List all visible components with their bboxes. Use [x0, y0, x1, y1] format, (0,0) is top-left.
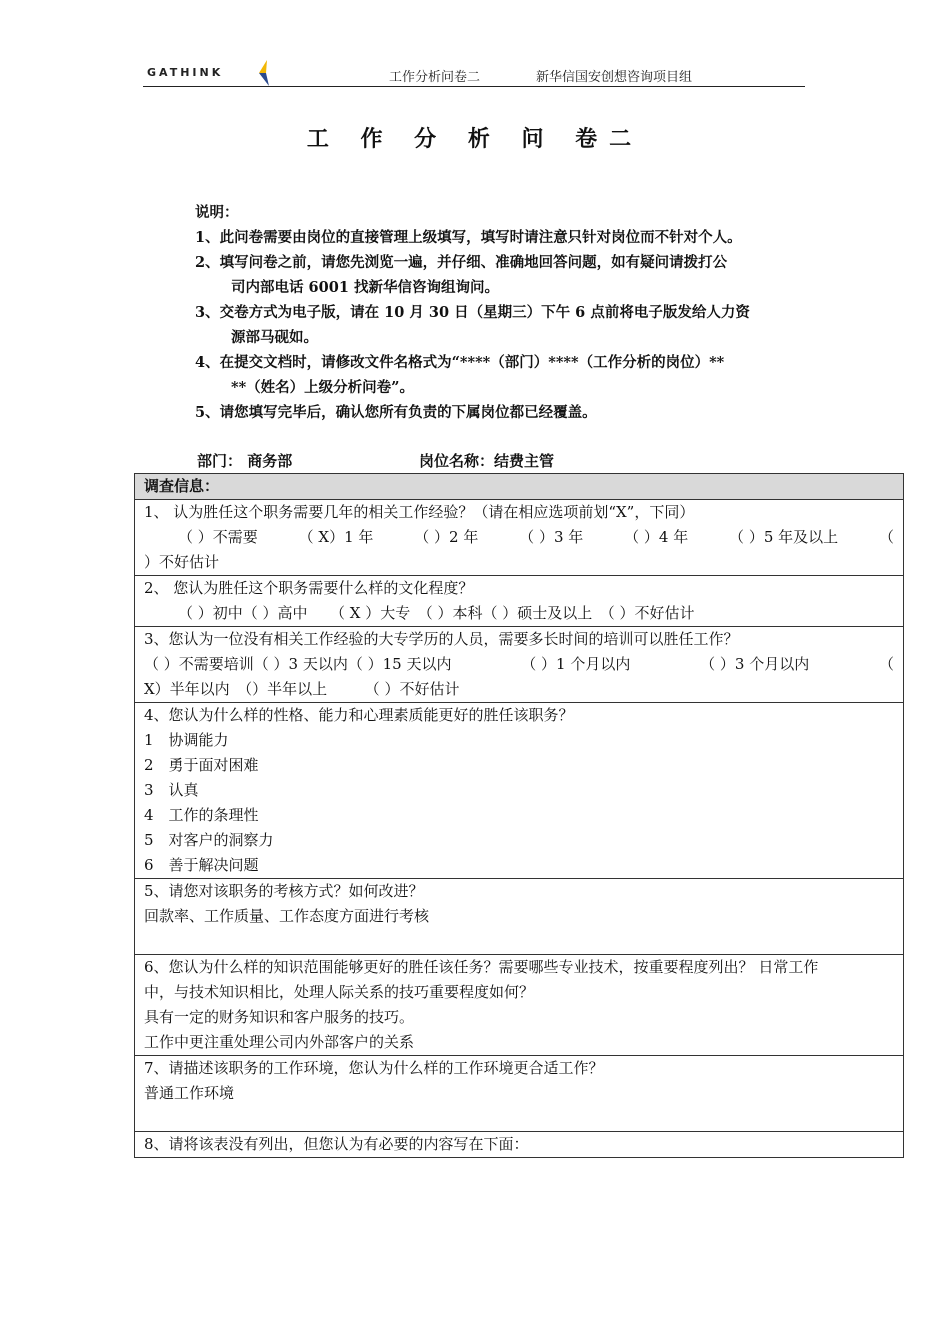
q6-answer: 具有一定的财务知识和客户服务的技巧。 — [144, 1008, 415, 1026]
q3-option[interactable]: （ ）不需要培训（ ）3 天以内（ ）15 天以内 — [144, 655, 452, 673]
page-header — [143, 60, 805, 87]
instruction-4: 4、在提交文档时，请修改文件名格式为“****（部门）****（工作分析的岗位）** — [195, 354, 725, 371]
instruction-3: 3、交卷方式为电子版，请在 10 月 30 日（星期三）下午 6 点前将电子版发给人力资 — [195, 304, 750, 321]
question-6-row — [135, 955, 904, 1056]
question-1-options — [144, 525, 894, 550]
instruction-1: 1、此问卷需要由岗位的直接管理上级填写，填写时请注意只针对岗位而不针对个人。 — [195, 229, 742, 246]
instruction-4-cont: **（姓名）上级分析问卷”。 — [231, 379, 415, 396]
instructions-heading: 说明： — [195, 204, 239, 221]
q1-option[interactable]: （ ）4 年 — [624, 528, 689, 546]
logo-mark-icon — [257, 60, 273, 86]
q4-answer: 4 工作的条理性 — [144, 806, 259, 824]
q7-answer: 普通工作环境 — [144, 1084, 235, 1102]
company-logo: GATHINK — [147, 66, 224, 79]
survey-heading-row — [135, 474, 904, 500]
q1-option[interactable]: （ ）3 年 — [519, 528, 584, 546]
q3-option[interactable]: （ — [878, 655, 894, 673]
question-2-row — [135, 576, 904, 627]
q5-answer: 回款率、工作质量、工作态度方面进行考核 — [144, 907, 430, 925]
q4-answer: 3 认真 — [144, 781, 199, 799]
question-3: 3、您认为一位没有相关工作经验的大专学历的人员，需要多长时间的培训可以胜任工作？ — [144, 630, 739, 648]
q4-answer: 6 善于解决问题 — [144, 856, 259, 874]
instruction-2: 2、填写问卷之前，请您先浏览一遍，并仔细、准确地回答问题，如有疑问请拨打公 — [195, 254, 728, 271]
question-3-options-cont[interactable]: X）半年以内 （）半年以上 （ ）不好估计 — [144, 680, 460, 698]
question-1-row — [135, 500, 904, 576]
q1-option[interactable]: （ X）1 年 — [298, 528, 374, 546]
q7-blank-line — [144, 1106, 894, 1131]
q6-answer: 工作中更注重处理公司内外部客户的关系 — [144, 1033, 415, 1051]
question-6-cont: 中，与技术知识相比，处理人际关系的技巧重要程度如何？ — [144, 983, 535, 1001]
question-5-row — [135, 879, 904, 955]
q4-answer: 5 对客户的洞察力 — [144, 831, 274, 849]
question-4: 4、您认为什么样的性格、能力和心理素质能更好的胜任该职务？ — [144, 706, 574, 724]
question-2-options[interactable]: （ ）初中（ ）高中 （ X ）大专 （ ）本科（ ）硕士及以上 （ ）不好估计 — [178, 604, 695, 622]
instruction-5: 5、请您填写完毕后，确认您所有负责的下属岗位都已经覆盖。 — [195, 404, 597, 421]
question-1-options-cont[interactable]: ）不好估计 — [144, 553, 220, 571]
q4-answer: 1 协调能力 — [144, 731, 229, 749]
survey-heading: 调查信息： — [144, 477, 220, 495]
page-title: 工 作 分 析 问 卷二 — [306, 126, 644, 152]
question-2: 2、 您认为胜任这个职务需要什么样的文化程度？ — [144, 579, 474, 597]
q1-option[interactable]: （ ）5 年及以上 — [729, 528, 839, 546]
q3-option[interactable]: （ ）1 个月以内 — [521, 655, 631, 673]
q5-blank-line — [144, 929, 894, 954]
question-7: 7、请描述该职务的工作环境，您认为什么样的工作环境更合适工作？ — [144, 1059, 604, 1077]
instructions — [195, 200, 835, 425]
header-org-name: 新华信国安创想咨询项目组 — [536, 70, 693, 85]
question-3-row — [135, 627, 904, 703]
header-doc-name: 工作分析问卷二 — [389, 70, 481, 85]
question-4-row — [135, 703, 904, 879]
instruction-2-cont: 司内部电话 6001 找新华信咨询组询问。 — [231, 279, 499, 296]
question-8-row — [135, 1132, 904, 1158]
q3-option[interactable]: （ ）3 个月以内 — [700, 655, 810, 673]
department-label: 部门： 商务部 — [197, 452, 293, 470]
survey-table — [134, 473, 904, 1158]
question-8: 8、请将该表没有列出，但您认为有必要的内容写在下面： — [144, 1135, 529, 1153]
question-1: 1、 认为胜任这个职务需要几年的相关工作经验？（请在相应选项前划“X”，下同） — [144, 503, 695, 521]
q4-answer: 2 勇于面对困难 — [144, 756, 259, 774]
q1-option[interactable]: （ ）2 年 — [414, 528, 479, 546]
q1-option[interactable]: （ — [878, 528, 894, 546]
position-label: 岗位名称：结费主管 — [419, 452, 555, 470]
question-7-row — [135, 1056, 904, 1132]
instruction-3-cont: 源部马砚如。 — [231, 329, 318, 346]
question-5: 5、请您对该职务的考核方式？如何改进？ — [144, 882, 424, 900]
q1-option[interactable]: （ ）不需要 — [178, 528, 258, 546]
question-3-options — [144, 652, 894, 677]
question-6: 6、您认为什么样的知识范围能够更好的胜任该任务？需要哪些专业技术，按重要程度列出？ 日常工作 — [144, 958, 819, 976]
